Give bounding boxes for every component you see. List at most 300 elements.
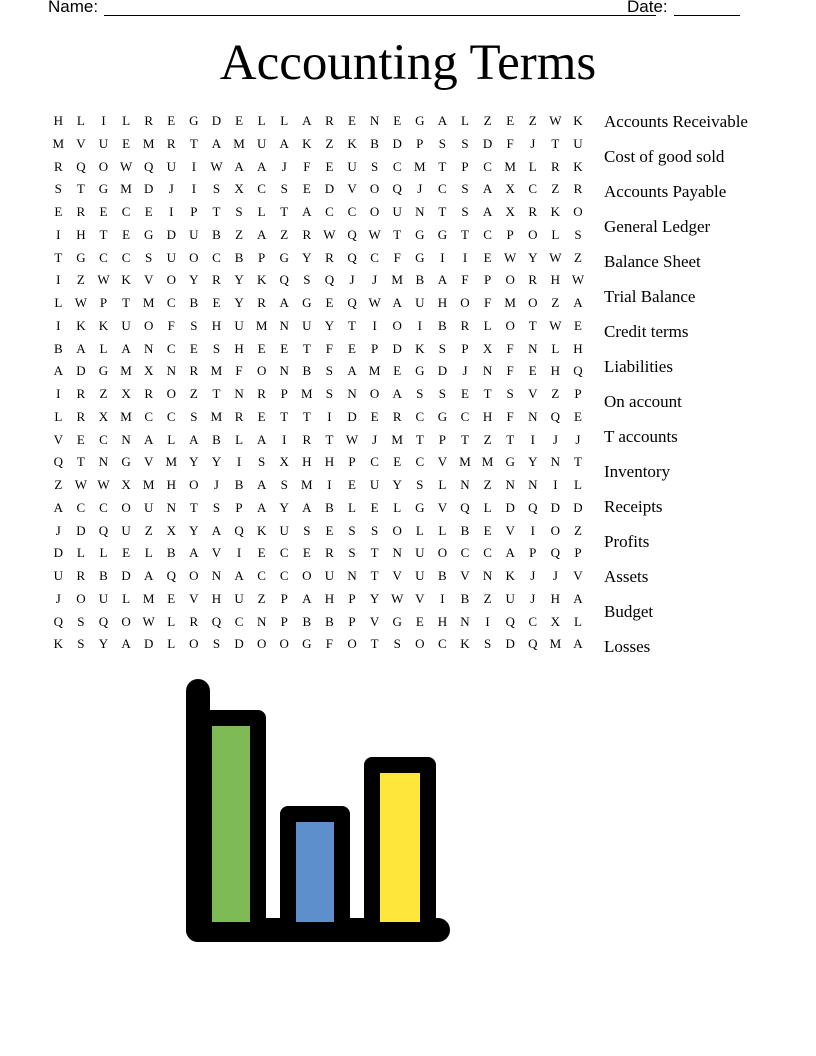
grid-letter: S: [438, 340, 446, 356]
grid-letter: C: [121, 249, 131, 265]
grid-letter: L: [280, 113, 289, 128]
grid-letter: P: [280, 590, 288, 606]
grid-letter: U: [302, 317, 312, 333]
grid-letter: A: [279, 135, 289, 151]
grid-letter: H: [234, 340, 244, 356]
grid-letter: D: [234, 636, 244, 652]
grid-letter: B: [302, 613, 312, 629]
grid-row: [47, 431, 589, 454]
grid-letter: G: [415, 499, 425, 515]
grid-letter: A: [256, 226, 267, 242]
grid-letter: K: [573, 158, 583, 174]
grid-row: [47, 158, 589, 181]
grid-letter: O: [573, 204, 583, 219]
grid-letter: T: [325, 431, 334, 447]
grid-letter: M: [504, 158, 516, 174]
grid-letter: S: [325, 363, 334, 379]
grid-letter: Q: [98, 613, 109, 629]
grid-letter: I: [282, 431, 287, 447]
grid-letter: U: [166, 249, 176, 265]
grid-letter: D: [211, 113, 222, 128]
grid-letter: Z: [573, 249, 582, 265]
grid-row: [47, 340, 589, 363]
grid-letter: R: [528, 272, 538, 288]
grid-letter: L: [144, 545, 153, 561]
grid-letter: M: [368, 363, 381, 379]
grid-letter: P: [574, 386, 582, 401]
grid-letter: E: [483, 522, 492, 538]
grid-letter: K: [460, 636, 470, 652]
grid-letter: G: [392, 613, 402, 629]
grid-letter: O: [166, 386, 176, 401]
grid-letter: C: [234, 613, 244, 629]
grid-letter: S: [212, 181, 221, 197]
grid-letter: C: [212, 249, 221, 265]
grid-letter: X: [143, 363, 154, 379]
grid-letter: H: [573, 340, 583, 356]
grid-letter: T: [189, 499, 198, 515]
grid-letter: C: [257, 181, 266, 197]
grid-letter: E: [483, 249, 492, 265]
grid-letter: N: [482, 568, 493, 583]
grid-letter: Q: [324, 272, 335, 288]
grid-letter: I: [417, 317, 422, 333]
grid-letter: A: [437, 113, 448, 128]
grid-letter: X: [550, 613, 561, 629]
grid-letter: A: [573, 590, 583, 606]
grid-letter: F: [325, 636, 334, 652]
grid-letter: X: [505, 204, 515, 219]
grid-letter: M: [233, 135, 245, 151]
grid-letter: N: [98, 454, 109, 470]
grid-letter: A: [347, 363, 357, 379]
grid-letter: A: [437, 272, 448, 288]
grid-letter: T: [122, 295, 131, 310]
grid-letter: Q: [98, 522, 109, 538]
grid-letter: H: [53, 113, 63, 128]
grid-letter: P: [438, 431, 446, 447]
grid-letter: B: [53, 340, 63, 356]
grid-letter: R: [573, 181, 583, 197]
grid-letter: A: [573, 295, 583, 310]
grid-letter: C: [279, 568, 289, 583]
grid-letter: U: [415, 295, 425, 310]
grid-letter: S: [393, 636, 401, 652]
grid-letter: O: [189, 477, 199, 492]
grid-letter: Y: [189, 272, 199, 288]
grid-letter: R: [257, 386, 266, 401]
grid-letter: B: [325, 499, 334, 515]
grid-letter: W: [210, 158, 223, 174]
grid-letter: L: [551, 340, 560, 356]
grid-letter: N: [392, 545, 402, 561]
grid-letter: A: [53, 363, 63, 379]
word-list-item: Budget: [604, 602, 654, 621]
grid-letter: W: [97, 477, 110, 492]
grid-letter: S: [325, 386, 334, 401]
grid-letter: E: [348, 113, 356, 128]
grid-letter: T: [280, 408, 289, 424]
grid-letter: W: [74, 295, 88, 310]
grid-letter: O: [121, 499, 131, 515]
grid-letter: G: [437, 226, 448, 242]
grid-letter: H: [302, 454, 312, 470]
grid-letter: Q: [550, 408, 561, 424]
grid-letter: P: [370, 340, 379, 356]
grid-letter: C: [438, 636, 447, 652]
grid-letter: E: [528, 363, 537, 379]
grid-letter: U: [234, 317, 244, 333]
grid-letter: Z: [551, 181, 560, 197]
grid-letter: O: [256, 363, 267, 379]
grid-letter: E: [122, 135, 131, 151]
grid-letter: Q: [143, 158, 154, 174]
grid-letter: L: [483, 499, 492, 515]
grid-letter: H: [166, 477, 176, 492]
grid-letter: R: [302, 431, 312, 447]
grid-letter: C: [528, 613, 538, 629]
grid-letter: N: [369, 113, 380, 128]
grid-letter: H: [211, 590, 222, 606]
grid-letter: P: [348, 590, 356, 606]
grid-letter: K: [573, 113, 583, 128]
grid-letter: G: [98, 363, 109, 379]
grid-letter: T: [438, 204, 447, 219]
word-list-item: Receipts: [604, 497, 663, 516]
grid-letter: R: [551, 158, 560, 174]
grid-letter: M: [301, 477, 313, 492]
grid-letter: L: [76, 113, 85, 128]
grid-letter: X: [279, 454, 289, 470]
grid-letter: D: [166, 226, 176, 242]
grid-letter: L: [167, 431, 176, 447]
grid-letter: U: [166, 158, 176, 174]
grid-letter: J: [372, 431, 378, 447]
page-title: Accounting Terms: [219, 35, 597, 91]
grid-letter: D: [76, 522, 86, 538]
grid-letter: V: [189, 590, 199, 606]
grid-letter: S: [303, 272, 311, 288]
grid-letter: E: [235, 113, 244, 128]
grid-letter: Z: [551, 386, 560, 401]
grid-letter: K: [256, 522, 267, 538]
grid-letter: S: [461, 204, 469, 219]
grid-letter: Y: [528, 454, 538, 470]
grid-letter: Q: [279, 272, 289, 288]
grid-letter: A: [256, 158, 267, 174]
grid-letter: B: [234, 477, 244, 492]
grid-letter: E: [167, 590, 176, 606]
grid-letter: R: [234, 408, 244, 424]
grid-letter: B: [325, 613, 334, 629]
grid-letter: M: [549, 636, 562, 652]
grid-row: [47, 385, 589, 408]
grid-letter: T: [506, 431, 515, 447]
grid-letter: C: [415, 454, 425, 470]
grid-letter: F: [235, 363, 243, 379]
grid-letter: N: [234, 386, 244, 401]
grid-letter: A: [234, 568, 244, 583]
grid-row: [47, 135, 589, 158]
grid-letter: Q: [347, 226, 357, 242]
grid-letter: X: [121, 477, 131, 492]
grid-letter: M: [142, 295, 155, 310]
word-list-item: Balance Sheet: [604, 252, 701, 271]
grid-letter: I: [56, 386, 61, 401]
grid-letter: D: [505, 499, 515, 515]
grid-letter: P: [348, 454, 356, 470]
grid-letter: I: [191, 158, 197, 174]
grid-letter: F: [506, 363, 514, 379]
grid-letter: P: [506, 226, 514, 242]
grid-letter: O: [392, 317, 402, 333]
grid-letter: O: [369, 204, 380, 219]
name-field[interactable]: [104, 0, 656, 16]
yellow-bar: [372, 765, 428, 930]
grid-letter: Y: [302, 249, 312, 265]
grid-letter: B: [99, 568, 108, 583]
grid-letter: E: [302, 181, 311, 197]
grid-letter: T: [551, 135, 560, 151]
grid-letter: B: [302, 363, 312, 379]
grid-letter: R: [392, 408, 402, 424]
grid-letter: Y: [189, 522, 199, 538]
grid-letter: I: [191, 181, 197, 197]
grid-letter: B: [460, 590, 470, 606]
grid-letter: J: [55, 590, 61, 606]
grid-letter: K: [121, 272, 131, 288]
grid-letter: I: [56, 317, 61, 333]
grid-letter: G: [189, 113, 199, 128]
grid-letter: S: [438, 135, 446, 151]
grid-letter: Z: [99, 386, 108, 401]
grid-letter: A: [392, 386, 402, 401]
grid-letter: Y: [528, 249, 538, 265]
grid-letter: W: [119, 158, 133, 174]
grid-letter: R: [325, 545, 334, 561]
grid-letter: B: [212, 431, 221, 447]
grid-letter: I: [327, 477, 332, 492]
grid-letter: M: [481, 454, 494, 470]
grid-letter: U: [98, 135, 109, 151]
grid-letter: I: [56, 226, 61, 242]
grid-letter: E: [393, 454, 402, 470]
grid-letter: U: [189, 226, 199, 242]
grid-row: [47, 112, 589, 135]
grid-letter: Y: [392, 477, 402, 492]
grid-letter: C: [144, 408, 153, 424]
grid-letter: C: [438, 181, 447, 197]
grid-letter: N: [505, 477, 515, 492]
grid-letter: O: [550, 522, 561, 538]
grid-letter: L: [122, 113, 131, 128]
grid-letter: Y: [279, 499, 289, 515]
grid-letter: S: [348, 545, 356, 561]
grid-letter: H: [211, 317, 222, 333]
grid-letter: T: [370, 545, 379, 561]
grid-row: [47, 453, 589, 476]
grid-letter: Q: [211, 613, 222, 629]
grid-letter: Q: [573, 363, 583, 379]
grid-letter: G: [98, 181, 109, 197]
grid-letter: R: [325, 249, 334, 265]
grid-letter: D: [392, 135, 402, 151]
word-list-item: Accounts Receivable: [604, 112, 748, 131]
grid-letter: O: [460, 295, 470, 310]
grid-letter: C: [370, 249, 379, 265]
grid-letter: P: [461, 340, 469, 356]
grid-letter: M: [391, 431, 403, 447]
grid-letter: B: [415, 272, 425, 288]
grid-letter: Y: [189, 454, 199, 470]
grid-letter: T: [461, 431, 469, 447]
grid-letter: S: [258, 454, 266, 470]
grid-letter: R: [189, 613, 199, 629]
grid-letter: S: [416, 477, 424, 492]
grid-letter: H: [324, 454, 335, 470]
grid-letter: C: [460, 545, 470, 561]
name-label: Name:: [48, 0, 99, 16]
grid-letter: O: [256, 636, 267, 652]
grid-letter: I: [485, 613, 490, 629]
grid-row: [47, 408, 589, 431]
grid-letter: M: [301, 386, 313, 401]
grid-letter: Z: [528, 113, 537, 128]
grid-letter: J: [552, 431, 558, 447]
word-list-item: Profits: [604, 532, 650, 551]
grid-letter: J: [530, 590, 536, 606]
grid-letter: J: [575, 431, 581, 447]
grid-letter: L: [235, 431, 244, 447]
word-list-item: Accounts Payable: [604, 182, 727, 201]
grid-letter: J: [168, 181, 174, 197]
grid-letter: E: [461, 386, 469, 401]
grid-letter: A: [256, 499, 267, 515]
grid-letter: D: [573, 499, 583, 515]
date-label: Date:: [627, 0, 668, 16]
grid-letter: C: [166, 340, 176, 356]
grid-letter: N: [528, 477, 538, 492]
grid-letter: N: [211, 568, 222, 583]
grid-letter: I: [169, 204, 174, 219]
grid-letter: L: [528, 158, 537, 174]
grid-letter: T: [483, 386, 492, 401]
grid-letter: P: [529, 545, 537, 561]
grid-letter: G: [143, 226, 154, 242]
grid-row: [47, 203, 589, 226]
grid-letter: C: [528, 181, 538, 197]
grid-letter: Q: [528, 499, 538, 515]
grid-letter: J: [213, 477, 219, 492]
grid-letter: K: [505, 568, 515, 583]
grid-letter: C: [257, 568, 266, 583]
grid-letter: S: [461, 181, 469, 197]
grid-letter: C: [347, 204, 357, 219]
grid-letter: L: [573, 613, 582, 629]
grid-letter: K: [256, 272, 267, 288]
grid-letter: M: [210, 363, 223, 379]
grid-letter: E: [573, 317, 582, 333]
grid-letter: M: [142, 477, 155, 492]
grid-letter: D: [53, 545, 63, 561]
grid-letter: V: [76, 135, 86, 151]
grid-letter: L: [167, 613, 176, 629]
grid-letter: U: [324, 568, 335, 583]
grid-letter: O: [76, 590, 86, 606]
grid-letter: L: [348, 499, 356, 515]
grid-letter: F: [506, 340, 514, 356]
grid-letter: U: [505, 590, 515, 606]
grid-letter: R: [302, 226, 312, 242]
grid-row: [47, 522, 589, 545]
grid-letter: C: [99, 499, 108, 515]
grid-letter: G: [415, 226, 425, 242]
grid-letter: A: [234, 158, 244, 174]
grid-letter: J: [552, 568, 558, 583]
grid-letter: L: [438, 522, 447, 538]
grid-letter: O: [415, 636, 425, 652]
grid-letter: D: [324, 181, 335, 197]
word-list-item: On account: [604, 392, 682, 411]
grid-letter: L: [551, 226, 560, 242]
grid-letter: Z: [257, 590, 266, 606]
grid-letter: F: [483, 295, 492, 310]
grid-letter: Q: [53, 613, 63, 629]
grid-letter: H: [550, 272, 561, 288]
date-field[interactable]: [674, 0, 740, 16]
grid-letter: E: [393, 113, 402, 128]
grid-letter: C: [166, 295, 176, 310]
grid-letter: L: [415, 522, 424, 538]
grid-letter: W: [571, 272, 585, 288]
grid-letter: R: [528, 204, 538, 219]
grid-letter: T: [54, 249, 63, 265]
grid-letter: S: [370, 522, 379, 538]
grid-letter: P: [416, 135, 424, 151]
grid-letter: Q: [53, 454, 63, 470]
grid-letter: Q: [347, 249, 357, 265]
grid-letter: X: [505, 181, 515, 197]
grid-letter: V: [573, 568, 583, 583]
grid-letter: A: [256, 477, 267, 492]
grid-letter: S: [235, 204, 243, 219]
grid-letter: J: [372, 272, 378, 288]
grid-letter: A: [573, 636, 583, 652]
grid-letter: E: [257, 408, 266, 424]
grid-letter: S: [461, 135, 469, 151]
grid-letter: B: [370, 135, 379, 151]
grid-letter: Z: [76, 272, 85, 288]
word-list-item: General Ledger: [604, 217, 711, 236]
grid-letter: J: [55, 522, 61, 538]
grid-letter: C: [76, 499, 86, 515]
grid-letter: T: [212, 386, 221, 401]
grid-letter: H: [437, 613, 448, 629]
grid-letter: H: [324, 590, 335, 606]
grid-letter: F: [506, 135, 514, 151]
grid-letter: B: [166, 545, 176, 561]
grid-letter: Z: [551, 295, 560, 310]
grid-letter: G: [76, 249, 86, 265]
grid-letter: U: [415, 545, 425, 561]
grid-letter: D: [347, 408, 357, 424]
grid-letter: L: [483, 317, 492, 333]
grid-letter: S: [438, 386, 446, 401]
grid-letter: L: [54, 295, 63, 310]
grid-letter: V: [347, 181, 357, 197]
grid-letter: Q: [234, 522, 244, 538]
grid-letter: G: [415, 363, 425, 379]
